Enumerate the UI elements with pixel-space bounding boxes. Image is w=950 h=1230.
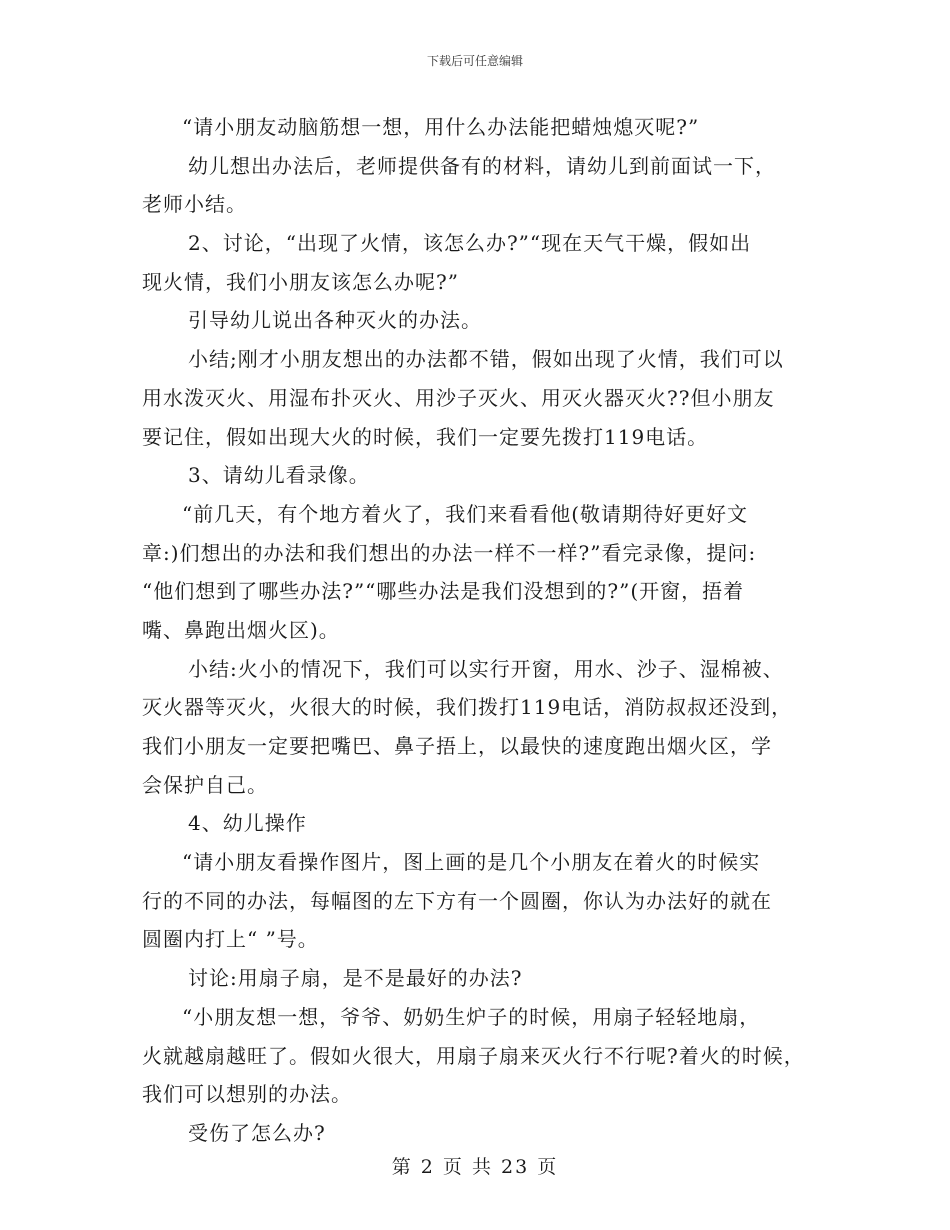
text-line: “前几天，有个地方着火了，我们来看看他(敬请期待好更好文	[182, 501, 749, 526]
text-line: 行的不同的办法，每幅图的左下方有一个圆圈，你认为办法好的就在	[142, 888, 772, 913]
text-line: 圆圈内打上“ ”号。	[142, 927, 319, 952]
text-line: 会保护自己。	[142, 772, 268, 797]
text-line: 灭火器等灭火，火很大的时候，我们拨打119电话，消防叔叔还没到，	[142, 695, 793, 720]
text-line: “小朋友想一想，爷爷、奶奶生炉子的时候，用扇子轻轻地扇，	[182, 1004, 761, 1029]
text-line: 2、讨论，“出现了火情，该怎么办?”“现在天气干燥，假如出	[188, 231, 752, 256]
text-line: 4、幼儿操作	[188, 811, 307, 836]
text-line: 嘴、鼻跑出烟火区)。	[142, 617, 340, 642]
text-line: 章:)们想出的办法和我们想出的办法一样不一样?”看完录像，提问:	[142, 540, 757, 565]
page-header: 下载后可任意编辑	[426, 54, 523, 68]
text-line: 现火情，我们小朋友该怎么办呢?”	[142, 269, 459, 294]
text-line: “他们想到了哪些办法?”“哪些办法是我们没想到的?”(开窗，捂着	[142, 579, 745, 604]
document-body	[142, 108, 812, 1153]
text-line: 3、请幼儿看录像。	[188, 463, 370, 488]
text-line: 老师小结。	[142, 192, 247, 217]
text-line: 我们小朋友一定要把嘴巴、鼻子捂上，以最快的速度跑出烟火区，学	[142, 734, 772, 758]
text-line: 小结;刚才小朋友想出的办法都不错，假如出现了火情，我们可以	[188, 347, 784, 372]
text-line: 用水泼灭火、用湿布扑灭火、用沙子灭火、用灭火器灭火??但小朋友	[142, 385, 775, 410]
text-line: 火就越扇越旺了。假如火很大，用扇子扇来灭火行不行呢?着火的时候，	[142, 1043, 805, 1068]
text-line: 幼儿想出办法后，老师提供备有的材料，请幼儿到前面试一下，	[188, 153, 776, 178]
page-number-footer: 第 2 页 共 23 页	[391, 1156, 559, 1178]
text-line: “请小朋友动脑筋想一想，用什么办法能把蜡烛熄灭呢?”	[182, 115, 700, 139]
text-line: 讨论:用扇子扇，是不是最好的办法?	[188, 966, 523, 991]
text-line: “请小朋友看操作图片，图上画的是几个小朋友在着火的时候实	[182, 850, 761, 875]
text-line: 要记住，假如出现大火的时候，我们一定要先拨打119电话。	[142, 424, 709, 449]
text-line: 我们可以想别的办法。	[142, 1082, 352, 1107]
text-line: 小结:火小的情况下，我们可以实行开窗，用水、沙子、湿棉被、	[188, 656, 784, 681]
text-line: 引导幼儿说出各种灭火的办法。	[188, 308, 482, 333]
text-line: 受伤了怎么办?	[188, 1120, 326, 1145]
